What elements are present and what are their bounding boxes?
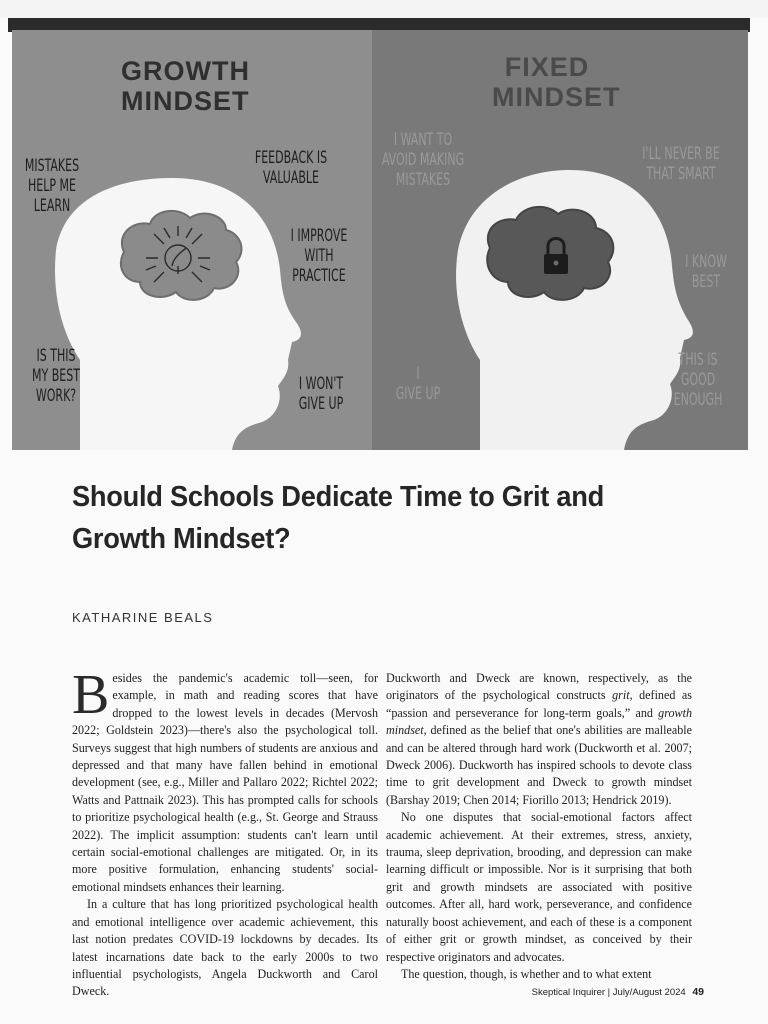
phrase-i-improve-with-practice: I IMPROVE WITH PRACTICE (290, 226, 348, 286)
drop-cap: B (72, 664, 110, 726)
growth-mindset-title: GROWTH MINDSET (121, 56, 250, 116)
phrase-is-this-my-best-work: IS THIS MY BEST WORK? (32, 346, 80, 406)
phrase-i-give-up: I GIVE UP (395, 364, 441, 404)
fixed-mindset-title: FIXED MINDSET (492, 52, 621, 112)
author-byline: KATHARINE BEALS (72, 610, 214, 625)
phrase-i-wont-give-up: I WON'T GIVE UP (298, 374, 344, 414)
phrase-this-is-good-enough: THIS IS GOOD ENOUGH (673, 350, 723, 410)
phrase-feedback-is-valuable: FEEDBACK IS VALUABLE (254, 148, 328, 188)
issue-date: July/August 2024 (612, 987, 686, 998)
paragraph: The question, though, is whether and to what extent (401, 966, 652, 981)
phrase-i-want-to-avoid-making-mistakes: I WANT TO AVOID MAKING MISTAKES (381, 130, 465, 190)
scan-top-margin (0, 0, 768, 18)
phrase-mistakes-help-me-learn: MISTAKES HELP ME LEARN (24, 156, 80, 216)
article-title: Should Schools Dedicate Time to Grit and Growth Mindset? (72, 481, 604, 555)
phrase-i-know-best: I KNOW BEST (685, 252, 727, 292)
paragraph: No one disputes that social-emotional factors affect academic achievement. At their extremes, stress, anxiety, trauma, sleep deprivation, brooding, and depression can make learning difficult or impossible. Nor is it surprising that both grit and growth mindsets are associated with positive outcomes. After all, hard work, perseverance, and confidence naturally boost achievement, and each of these is a component of either grit or growth mindset, as conceived by their respective originators and advocates. (386, 810, 692, 964)
publication-name: Skeptical Inquirer (531, 987, 606, 998)
paragraph: Besides the pandemic's academic toll—seen, for example, in math and reading scores that have dropped to the lowest levels in decades (Mervosh 2022; Goldstein 2023)—there's also the psychological toll. Surveys suggest that high numbers of students are anxious and depressed and that many have fallen behind in emotional development (see, e.g., Miller and Pallaro 2022; Richtel 2022; Watts and Pattnaik 2023). This has prompted calls for schools to prioritize psychological health (e.g., St. George and Strauss 2022). The implicit assumption: students can't learn until certain social-emotional challenges are mitigated. Or, in its more positive formulation, enhancing students' social-emotional mindsets enhances their learning. (72, 664, 378, 894)
page-number: 49 (692, 986, 704, 998)
phrase-ill-never-be-that-smart: I'LL NEVER BE THAT SMART (642, 144, 720, 184)
paragraph: In a culture that has long prioritized psychological health and emotional intelligence over academic achievement, this last notion predates COVID-19 lockdowns by decades. Its latest incarnations date back to the early 2000s to two influential psychologists, Angela Duckworth and Carol Dweck. (72, 897, 378, 999)
page-footer: Skeptical Inquirer | July/August 2024 49 (531, 986, 704, 998)
paragraph: Duckworth and Dweck are known, respectively, as the originators of the psychological constructs grit, defined as “passion and perseverance for long-term goals,” and growth mindset, defined as the belief that one's abilities are malleable and can be altered through hard work (Duckworth et al. 2007; Dweck 2006). Duckworth has inspired schools to devote class time to grit development and Dweck to growth mindset (Barshay 2019; Chen 2014; Fiorillo 2013; Hendrick 2019). (386, 671, 692, 807)
article-column-left (72, 664, 378, 1001)
article-column-right (386, 670, 692, 983)
mindset-illustration (12, 30, 748, 450)
